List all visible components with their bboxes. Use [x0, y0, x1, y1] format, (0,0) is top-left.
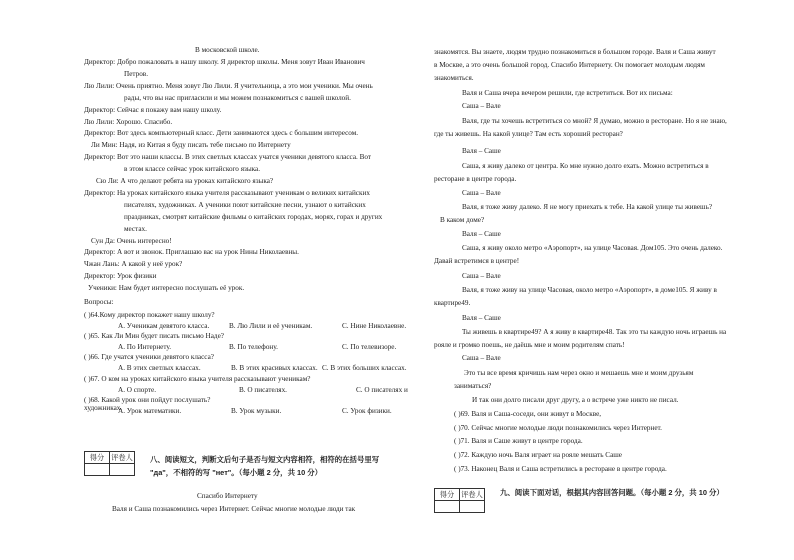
dialog-line: Директор: Сейчас я покажу вам нашу школу. [84, 105, 222, 114]
dialog-line: Ли Мин: Надя, из Китая я буду писать тебе письмо по Интернету [91, 141, 291, 150]
letter-line: рояле и громко поешь, не даёшь мне и моим родителям спать! [434, 341, 625, 349]
section-8-heading-cont: "да"，不相符的写 "нет"。（每小题 2 分，共 10 分） [150, 468, 323, 477]
letter-line: знакомиться. [434, 74, 474, 82]
letter-line: Валя – Саше [462, 230, 501, 238]
dialog-line: писателях, художниках. А ученики поют китайские песни, узнают о китайских [124, 200, 366, 209]
statement-item[interactable]: ( )72. Каждую ночь Валя играет на рояле мешать Саше [454, 451, 622, 460]
letter-line: Саша, я живу далеко от центра. Ко мне нужно долго ехать. Можно встретиться в [462, 162, 709, 170]
grader-cell[interactable] [110, 464, 135, 476]
letter-line: Валя, где ты хочешь встретиться со мной? Я думаю, можно в ресторане. Но я не знаю, [462, 117, 727, 125]
answer-option-b[interactable]: В. Лю Лили и её ученикам. [229, 322, 313, 330]
dialog-line: Ученики: Нам будет интересно послушать её урок. [88, 284, 245, 293]
question-text: ( )66. Где учатся ученики девятого класса? [84, 353, 214, 362]
dialog-line: Сю Ли: А что делают ребята на уроках китайского языка? [96, 177, 274, 185]
score-label: 得分 [85, 452, 110, 464]
score-cell[interactable] [435, 501, 460, 513]
answer-option-b[interactable]: В. В этих красивых классах. [231, 364, 318, 373]
statement-item[interactable]: ( )70. Сейчас многие молодые люди познакомились через Интернет. [454, 423, 662, 432]
letter-line: Валя, я тоже живу на улице Часовая, около метро «Аэропорт», в доме105. Я живу в [462, 286, 717, 294]
dialog-line: Директор: Урок физики [84, 272, 157, 281]
letter-line: Давай встретимся в центре! [434, 257, 520, 265]
score-label: 得分 [435, 489, 460, 501]
dialog-line: Петров. [124, 69, 148, 78]
letter-line: Это ты все время кричишь нам через окно и мешаешь мне и моим друзьям [464, 369, 694, 377]
letter-line: И так они долго писали друг другу, а о встрече уже никто не писал. [472, 396, 679, 404]
answer-option-c[interactable]: С. В этих больших классах. [322, 364, 407, 373]
score-box-8 [84, 451, 135, 476]
score-cell[interactable] [85, 464, 110, 476]
letter-line: в Москве, а это очень большой город. Спасибо Интернету. Он помогает молодым людям [434, 61, 705, 69]
dialog-line: Сун Да: Очень интересно! [91, 236, 172, 245]
letter-line: Саша – Вале [462, 189, 501, 197]
letter-line: квартире49. [434, 299, 471, 307]
answer-option-c[interactable]: С. Нине Николаевне. [342, 322, 407, 330]
statement-item[interactable]: ( )73. Наконец Валя и Саша встретились в ресторане в центре города. [454, 464, 667, 473]
dialog-line: Чжан Лань: А какой у неё урок? [84, 260, 183, 269]
grader-cell[interactable] [460, 501, 485, 513]
answer-option-c[interactable]: С. О писателях и [356, 385, 408, 394]
statement-item[interactable]: ( )69. Валя и Саша-соседи, они живут в Москве, [454, 410, 602, 418]
letter-line: В каком доме? [440, 216, 485, 224]
grader-label: 评卷人 [111, 453, 133, 462]
dialog-line: Директор: Добро пожаловать в нашу школу. Я директор школы. Меня зовут Иван Иванович [84, 58, 365, 66]
q67-continuation: художниках. [84, 404, 123, 412]
answer-option-c[interactable]: С. Урок физики. [342, 406, 392, 415]
letter-line: Саша, я живу около метро «Аэропорт», на улице Часовая. Дом105. Это очень далеко. [462, 244, 723, 252]
letter-line: Ты живешь в квартире49? А я живу в квартире48. Так это ты каждую ночь играешь на [462, 328, 727, 336]
statement-item[interactable]: ( )71. Валя и Саше живут в центре города. [454, 437, 583, 446]
answer-option-b[interactable]: В. Урок музыки. [231, 406, 282, 415]
section-8-heading: 八、阅读短文，判断文后句子是否与短文内容相符，相符的在括号里写 [150, 455, 380, 464]
letter-line: Валя – Саше [462, 147, 501, 155]
question-text: ( )64.Кому директор покажет нашу школу? [84, 311, 215, 319]
question-text: ( )67. О ком на уроках китайского языка учителя рассказывают ученикам? [84, 374, 311, 383]
letter-line: Саша – Вале [462, 272, 501, 280]
question-text: ( )68. Какой урок они пойдут послушать? [84, 395, 211, 404]
letter-line: Саша – Вале [462, 354, 501, 362]
letter-line: Валя и Саша вчера вечером решили, где встретиться. Вот их письма: [462, 89, 673, 97]
score-box-9 [434, 488, 485, 513]
answer-option-c[interactable]: С. По телевизоре. [342, 343, 397, 352]
question-text: ( )65. Как Ли Мин будет писать письмо Наде? [84, 332, 224, 341]
dialog-line: Директор: Вот здесь компьютерный класс. Дети занимаются здесь с большим интересом. [84, 129, 359, 138]
dialog-line: Лю Лили: Очень приятно. Меня зовут Лю Лили. Я учительница, а это мои ученики. Мы очень [84, 81, 373, 90]
text-first-line: Валя и Саша познакомились через Интернет. Сейчас многие молодые люди так [112, 505, 356, 513]
letter-line: Валя – Саше [462, 314, 501, 322]
text-title: Спасибо Интернету [197, 492, 258, 500]
questions-label: Вопросы: [84, 298, 114, 306]
answer-option-a[interactable]: А. Ученикам девятого класса. [118, 322, 210, 330]
letter-line: заниматься? [454, 382, 492, 390]
answer-option-a[interactable]: А. О спорте. [118, 385, 157, 394]
dialog-line: Директор: На уроках китайского языка учителя рассказывают ученикам о великих китайских [84, 188, 370, 197]
dialog-line: рады, что вы нас пригласили и мы можем познакомиться с вашей школой. [124, 93, 351, 102]
letter-line: Валя, я тоже живу далеко. Я не могу приехать к тебе. На какой улице ты живешь? [462, 203, 713, 211]
letter-line: Саша – Вале [462, 102, 501, 110]
letter-line: ресторане в центре города. [434, 175, 517, 183]
dialog-title: В московской школе. [195, 46, 260, 54]
dialog-line: местах. [124, 224, 147, 233]
letter-line: знакомятся. Вы знаете, людям трудно познакомиться в большом городе. Валя и Саша живут [434, 48, 716, 56]
answer-option-b[interactable]: В. По телефону. [229, 343, 278, 352]
dialog-line: в этом классе сейчас урок китайского языка. [124, 165, 261, 174]
dialog-line: Лю Лили: Хорошо. Спасибо. [84, 117, 173, 126]
answer-option-a[interactable]: А. В этих светлых классах. [118, 364, 201, 373]
answer-option-b[interactable]: В. О писателях. [239, 385, 287, 394]
dialog-line: Директор: Вот это наши классы. В этих светлых классах учатся ученики девятого класса. Вот [84, 153, 372, 162]
dialog-line: праздниках, смотрят китайские фильмы о китайских городах, морях, горах и других [124, 212, 383, 221]
answer-option-a[interactable]: А. Урок математики. [118, 406, 182, 415]
letter-line: где ты живешь. На какой улице? Там есть хороший ресторан? [434, 130, 623, 138]
answer-option-a[interactable]: А. По Интернету. [118, 343, 172, 352]
section-9-heading: 九、阅读下面对话，根据其内容回答问题。（每小题 2 分，共 10 分） [500, 488, 724, 497]
dialog-line: Директор: А вот и звонок. Приглашаю вас на урок Нины Николаевны. [84, 248, 299, 257]
grader-label: 评卷人 [461, 490, 483, 499]
